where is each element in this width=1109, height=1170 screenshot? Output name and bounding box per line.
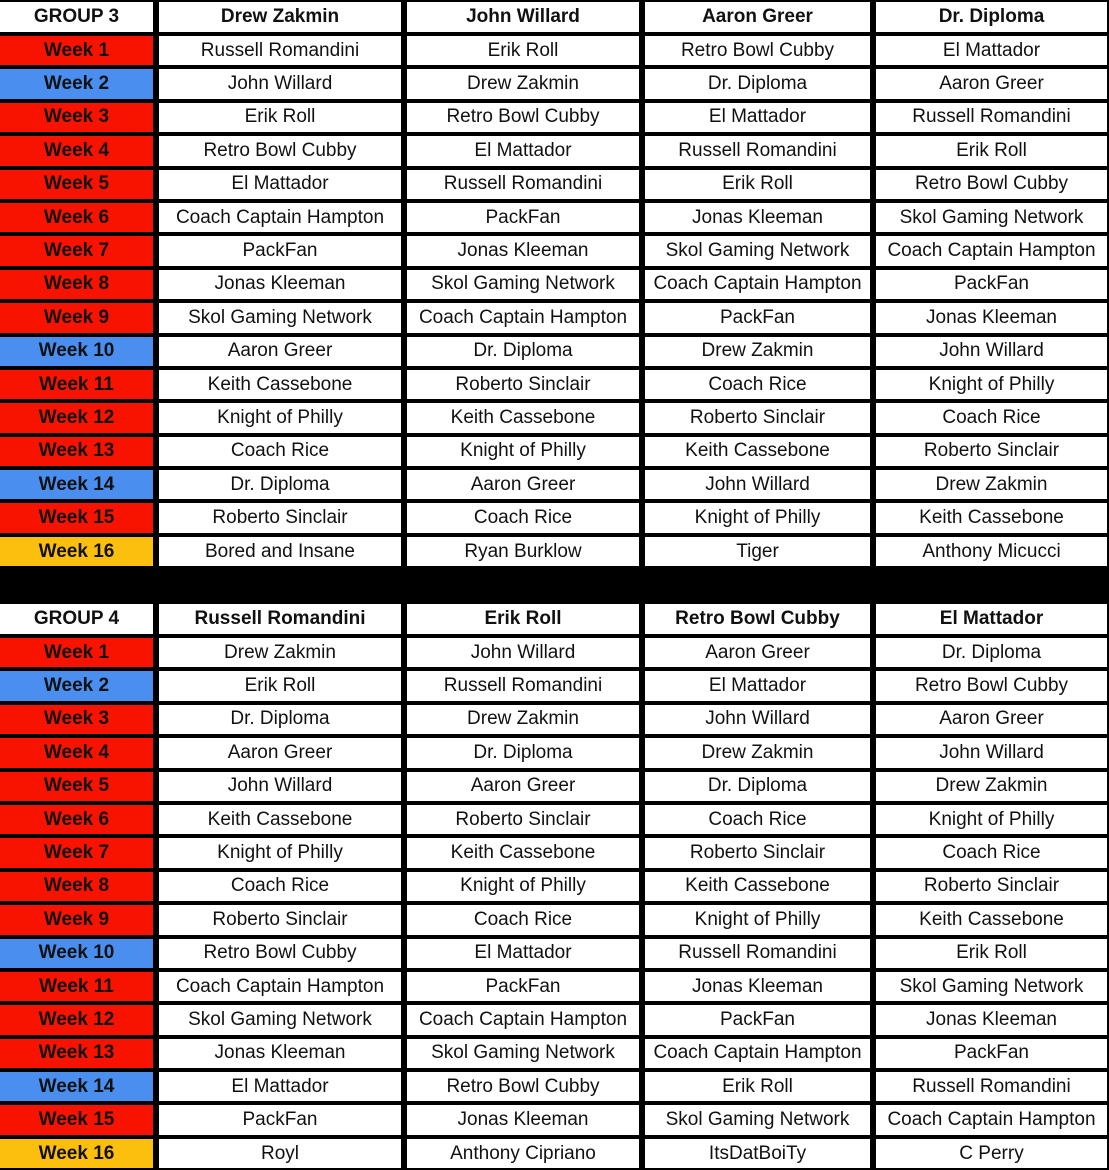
opponent-cell: John Willard	[641, 703, 872, 736]
group3-team-header: John Willard	[403, 0, 641, 34]
opponent-cell: Dr. Diploma	[403, 335, 641, 368]
opponent-cell: Drew Zakmin	[403, 67, 641, 100]
opponent-cell: Roberto Sinclair	[155, 903, 403, 936]
week-row	[0, 67, 1109, 100]
opponent-cell: Knight of Philly	[872, 368, 1109, 401]
opponent-cell: Erik Roll	[155, 669, 403, 702]
week-row	[0, 501, 1109, 534]
week-label: Week 5	[0, 168, 155, 201]
opponent-cell: Jonas Kleeman	[641, 201, 872, 234]
week-label: Week 6	[0, 201, 155, 234]
opponent-cell: Royl	[155, 1137, 403, 1170]
week-label: Week 15	[0, 501, 155, 534]
opponent-cell: Skol Gaming Network	[872, 201, 1109, 234]
opponent-cell: PackFan	[403, 201, 641, 234]
week-row	[0, 836, 1109, 869]
opponent-cell: C Perry	[872, 1137, 1109, 1170]
week-label: Week 4	[0, 736, 155, 769]
opponent-cell: Dr. Diploma	[641, 770, 872, 803]
opponent-cell: PackFan	[872, 268, 1109, 301]
opponent-cell: Drew Zakmin	[403, 703, 641, 736]
week-row	[0, 703, 1109, 736]
week-row	[0, 736, 1109, 769]
opponent-cell: Coach Captain Hampton	[872, 1103, 1109, 1136]
opponent-cell: Knight of Philly	[155, 836, 403, 869]
week-row	[0, 1037, 1109, 1070]
opponent-cell: Retro Bowl Cubby	[872, 669, 1109, 702]
week-row	[0, 870, 1109, 903]
opponent-cell: Coach Rice	[641, 803, 872, 836]
week-row	[0, 435, 1109, 468]
group4-table	[0, 602, 1109, 1170]
opponent-cell: Keith Cassebone	[641, 870, 872, 903]
week-row	[0, 301, 1109, 334]
opponent-cell: Coach Rice	[155, 870, 403, 903]
opponent-cell: Aaron Greer	[872, 67, 1109, 100]
opponent-cell: El Mattador	[872, 34, 1109, 67]
opponent-cell: Skol Gaming Network	[641, 1103, 872, 1136]
week-label: Week 11	[0, 970, 155, 1003]
week-label: Week 14	[0, 468, 155, 501]
opponent-cell: ItsDatBoiTy	[641, 1137, 872, 1170]
week-label: Week 12	[0, 401, 155, 434]
opponent-cell: Erik Roll	[872, 134, 1109, 167]
opponent-cell: Aaron Greer	[641, 636, 872, 669]
week-label: Week 10	[0, 937, 155, 970]
group3-header-row	[0, 0, 1109, 34]
group3-team-header: Aaron Greer	[641, 0, 872, 34]
week-row	[0, 1070, 1109, 1103]
opponent-cell: Coach Captain Hampton	[155, 970, 403, 1003]
week-label: Week 14	[0, 1070, 155, 1103]
opponent-cell: Roberto Sinclair	[872, 870, 1109, 903]
opponent-cell: Knight of Philly	[155, 401, 403, 434]
week-label: Week 4	[0, 134, 155, 167]
opponent-cell: John Willard	[641, 468, 872, 501]
opponent-cell: Retro Bowl Cubby	[641, 34, 872, 67]
opponent-cell: Russell Romandini	[872, 101, 1109, 134]
opponent-cell: Skol Gaming Network	[155, 1003, 403, 1036]
opponent-cell: Coach Captain Hampton	[155, 201, 403, 234]
group4-team-header: Retro Bowl Cubby	[641, 602, 872, 636]
week-label: Week 7	[0, 234, 155, 267]
opponent-cell: Erik Roll	[403, 34, 641, 67]
opponent-cell: Jonas Kleeman	[872, 301, 1109, 334]
opponent-cell: Keith Cassebone	[403, 836, 641, 869]
opponent-cell: Retro Bowl Cubby	[155, 134, 403, 167]
week-label: Week 2	[0, 67, 155, 100]
week-row	[0, 1137, 1109, 1170]
week-row	[0, 34, 1109, 67]
opponent-cell: Drew Zakmin	[641, 736, 872, 769]
opponent-cell: Dr. Diploma	[641, 67, 872, 100]
week-label: Week 1	[0, 636, 155, 669]
opponent-cell: Roberto Sinclair	[403, 368, 641, 401]
week-row	[0, 1103, 1109, 1136]
opponent-cell: Coach Rice	[155, 435, 403, 468]
week-label: Week 11	[0, 368, 155, 401]
opponent-cell: Skol Gaming Network	[403, 1037, 641, 1070]
opponent-cell: Drew Zakmin	[155, 636, 403, 669]
week-row	[0, 636, 1109, 669]
opponent-cell: Drew Zakmin	[872, 468, 1109, 501]
week-row	[0, 335, 1109, 368]
week-label: Week 2	[0, 669, 155, 702]
week-label: Week 6	[0, 803, 155, 836]
opponent-cell: Coach Captain Hampton	[641, 268, 872, 301]
opponent-cell: Retro Bowl Cubby	[155, 937, 403, 970]
opponent-cell: Dr. Diploma	[155, 703, 403, 736]
opponent-cell: Knight of Philly	[641, 501, 872, 534]
opponent-cell: John Willard	[872, 335, 1109, 368]
opponent-cell: Roberto Sinclair	[641, 401, 872, 434]
opponent-cell: Coach Rice	[872, 401, 1109, 434]
opponent-cell: El Mattador	[155, 168, 403, 201]
week-label: Week 16	[0, 1137, 155, 1170]
week-row	[0, 669, 1109, 702]
opponent-cell: Russell Romandini	[641, 937, 872, 970]
opponent-cell: Knight of Philly	[403, 870, 641, 903]
week-row	[0, 268, 1109, 301]
group4-team-header: Russell Romandini	[155, 602, 403, 636]
opponent-cell: Skol Gaming Network	[155, 301, 403, 334]
week-row	[0, 535, 1109, 568]
opponent-cell: Aaron Greer	[155, 736, 403, 769]
opponent-cell: Aaron Greer	[155, 335, 403, 368]
week-row	[0, 134, 1109, 167]
opponent-cell: Russell Romandini	[872, 1070, 1109, 1103]
week-label: Week 10	[0, 335, 155, 368]
opponent-cell: Jonas Kleeman	[641, 970, 872, 1003]
opponent-cell: Roberto Sinclair	[155, 501, 403, 534]
group4-team-header: Erik Roll	[403, 602, 641, 636]
opponent-cell: Keith Cassebone	[641, 435, 872, 468]
opponent-cell: Russell Romandini	[403, 168, 641, 201]
group4-header-row	[0, 602, 1109, 636]
opponent-cell: Retro Bowl Cubby	[403, 1070, 641, 1103]
opponent-cell: PackFan	[155, 1103, 403, 1136]
opponent-cell: John Willard	[155, 67, 403, 100]
opponent-cell: El Mattador	[403, 937, 641, 970]
week-label: Week 5	[0, 770, 155, 803]
opponent-cell: PackFan	[641, 1003, 872, 1036]
opponent-cell: Ryan Burklow	[403, 535, 641, 568]
opponent-cell: Russell Romandini	[641, 134, 872, 167]
week-label: Week 13	[0, 435, 155, 468]
opponent-cell: Russell Romandini	[155, 34, 403, 67]
opponent-cell: Coach Rice	[403, 903, 641, 936]
opponent-cell: John Willard	[155, 770, 403, 803]
opponent-cell: Coach Rice	[641, 368, 872, 401]
opponent-cell: El Mattador	[641, 101, 872, 134]
group4-name: GROUP 4	[0, 602, 155, 636]
week-row	[0, 234, 1109, 267]
opponent-cell: Keith Cassebone	[155, 803, 403, 836]
opponent-cell: Jonas Kleeman	[403, 1103, 641, 1136]
week-row	[0, 368, 1109, 401]
group4-team-header: El Mattador	[872, 602, 1109, 636]
opponent-cell: Jonas Kleeman	[403, 234, 641, 267]
week-row	[0, 903, 1109, 936]
week-row	[0, 201, 1109, 234]
week-label: Week 8	[0, 268, 155, 301]
week-row	[0, 401, 1109, 434]
week-row	[0, 468, 1109, 501]
group3-table	[0, 0, 1109, 568]
opponent-cell: Roberto Sinclair	[872, 435, 1109, 468]
week-label: Week 3	[0, 101, 155, 134]
week-row	[0, 168, 1109, 201]
opponent-cell: PackFan	[872, 1037, 1109, 1070]
opponent-cell: Jonas Kleeman	[155, 1037, 403, 1070]
opponent-cell: Dr. Diploma	[872, 636, 1109, 669]
opponent-cell: Erik Roll	[872, 937, 1109, 970]
opponent-cell: Retro Bowl Cubby	[403, 101, 641, 134]
week-label: Week 1	[0, 34, 155, 67]
opponent-cell: Bored and Insane	[155, 535, 403, 568]
opponent-cell: John Willard	[872, 736, 1109, 769]
opponent-cell: Keith Cassebone	[155, 368, 403, 401]
opponent-cell: Russell Romandini	[403, 669, 641, 702]
week-label: Week 8	[0, 870, 155, 903]
opponent-cell: El Mattador	[155, 1070, 403, 1103]
opponent-cell: Aaron Greer	[403, 770, 641, 803]
opponent-cell: Skol Gaming Network	[403, 268, 641, 301]
week-label: Week 13	[0, 1037, 155, 1070]
week-row	[0, 937, 1109, 970]
week-row	[0, 101, 1109, 134]
opponent-cell: PackFan	[403, 970, 641, 1003]
opponent-cell: Skol Gaming Network	[872, 970, 1109, 1003]
opponent-cell: El Mattador	[403, 134, 641, 167]
opponent-cell: Erik Roll	[155, 101, 403, 134]
week-row	[0, 970, 1109, 1003]
opponent-cell: Anthony Cipriano	[403, 1137, 641, 1170]
opponent-cell: Tiger	[641, 535, 872, 568]
opponent-cell: Coach Captain Hampton	[641, 1037, 872, 1070]
opponent-cell: Skol Gaming Network	[641, 234, 872, 267]
opponent-cell: Keith Cassebone	[872, 903, 1109, 936]
opponent-cell: Coach Captain Hampton	[403, 301, 641, 334]
opponent-cell: Aaron Greer	[403, 468, 641, 501]
opponent-cell: Dr. Diploma	[403, 736, 641, 769]
opponent-cell: Dr. Diploma	[155, 468, 403, 501]
opponent-cell: Erik Roll	[641, 168, 872, 201]
opponent-cell: Retro Bowl Cubby	[872, 168, 1109, 201]
opponent-cell: Keith Cassebone	[403, 401, 641, 434]
week-label: Week 3	[0, 703, 155, 736]
group3-team-header: Dr. Diploma	[872, 0, 1109, 34]
opponent-cell: Aaron Greer	[872, 703, 1109, 736]
opponent-cell: El Mattador	[641, 669, 872, 702]
opponent-cell: Knight of Philly	[641, 903, 872, 936]
opponent-cell: PackFan	[155, 234, 403, 267]
opponent-cell: Jonas Kleeman	[872, 1003, 1109, 1036]
opponent-cell: John Willard	[403, 636, 641, 669]
week-label: Week 16	[0, 535, 155, 568]
week-label: Week 9	[0, 301, 155, 334]
week-label: Week 7	[0, 836, 155, 869]
opponent-cell: Jonas Kleeman	[155, 268, 403, 301]
opponent-cell: Coach Captain Hampton	[872, 234, 1109, 267]
opponent-cell: Knight of Philly	[872, 803, 1109, 836]
week-row	[0, 1003, 1109, 1036]
opponent-cell: Knight of Philly	[403, 435, 641, 468]
opponent-cell: Drew Zakmin	[641, 335, 872, 368]
opponent-cell: Coach Captain Hampton	[403, 1003, 641, 1036]
week-label: Week 15	[0, 1103, 155, 1136]
group3-team-header: Drew Zakmin	[155, 0, 403, 34]
group3-name: GROUP 3	[0, 0, 155, 34]
opponent-cell: Anthony Micucci	[872, 535, 1109, 568]
opponent-cell: PackFan	[641, 301, 872, 334]
week-row	[0, 770, 1109, 803]
opponent-cell: Roberto Sinclair	[403, 803, 641, 836]
opponent-cell: Erik Roll	[641, 1070, 872, 1103]
week-row	[0, 803, 1109, 836]
opponent-cell: Roberto Sinclair	[641, 836, 872, 869]
week-label: Week 9	[0, 903, 155, 936]
group-divider	[0, 568, 1109, 602]
opponent-cell: Drew Zakmin	[872, 770, 1109, 803]
opponent-cell: Keith Cassebone	[872, 501, 1109, 534]
opponent-cell: Coach Rice	[872, 836, 1109, 869]
opponent-cell: Coach Rice	[403, 501, 641, 534]
week-label: Week 12	[0, 1003, 155, 1036]
